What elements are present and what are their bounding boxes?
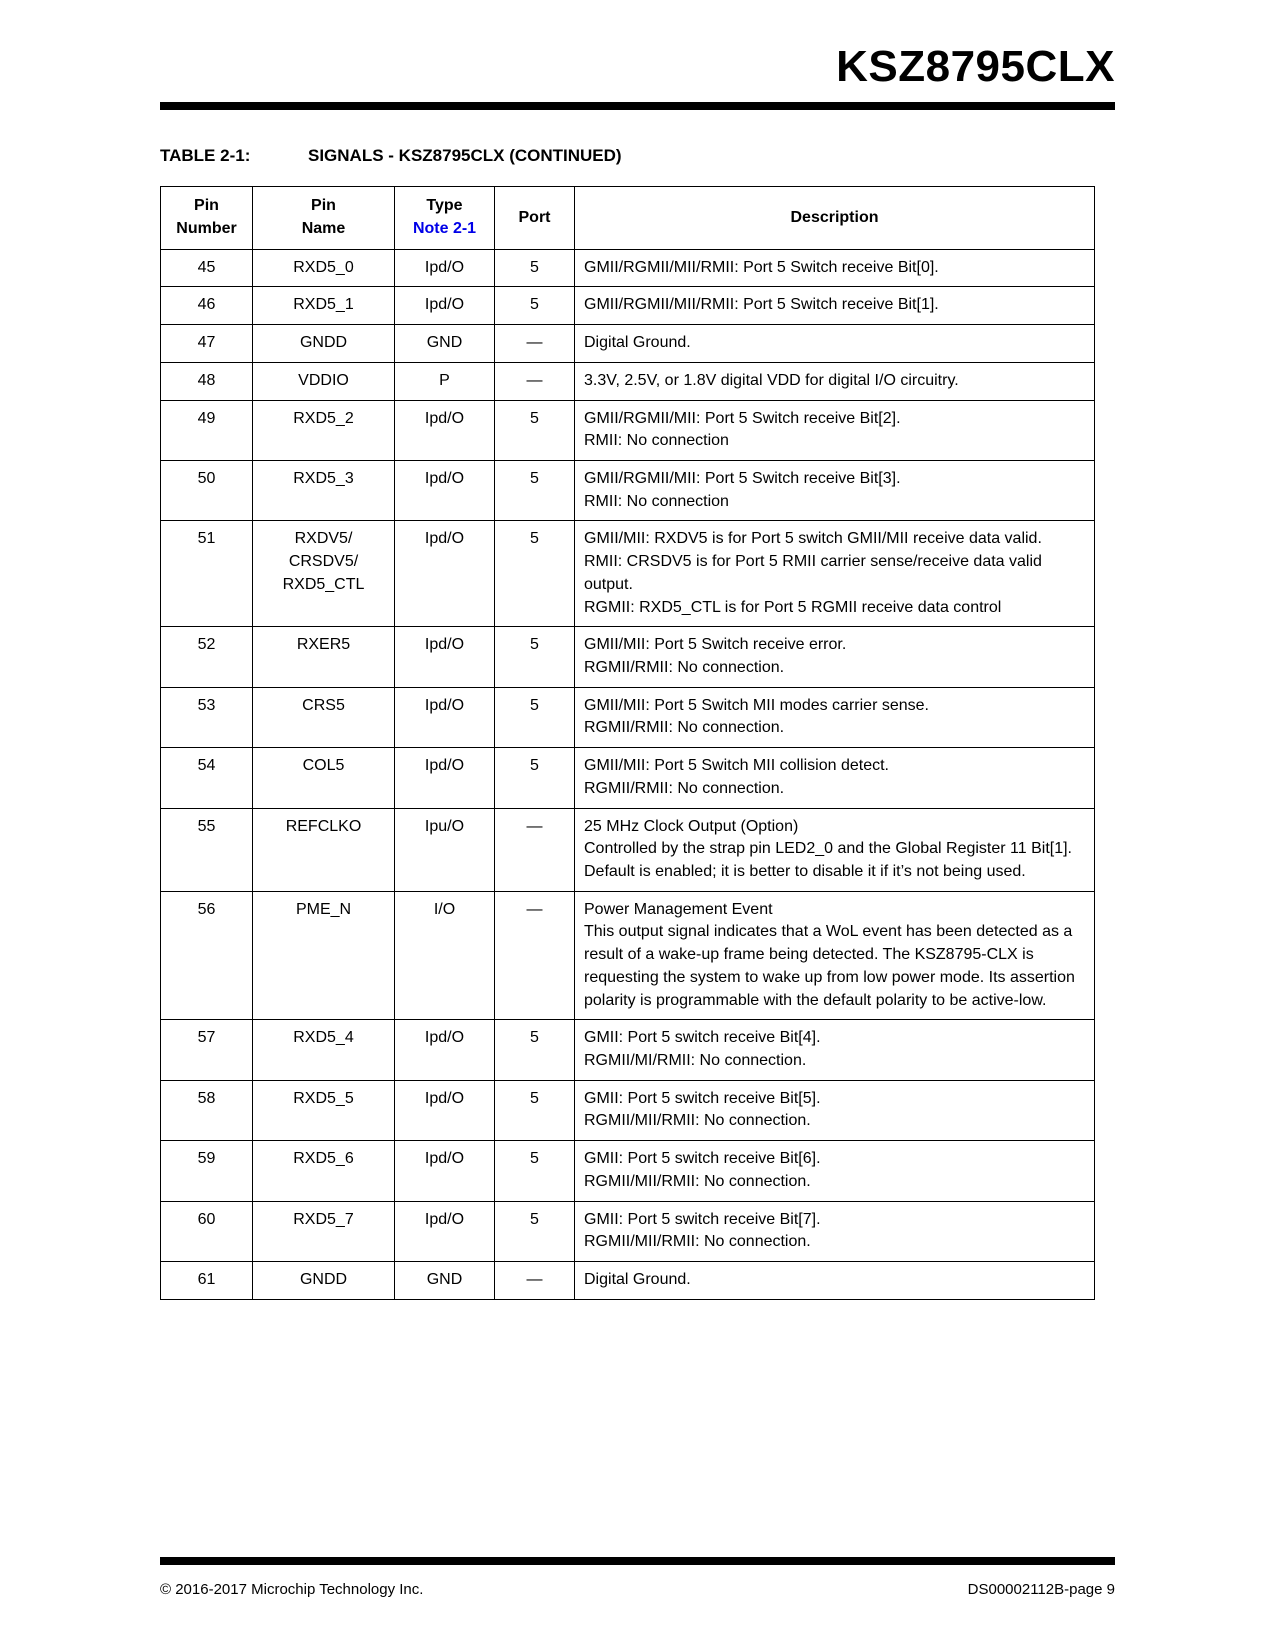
header-line: Pin <box>194 197 219 215</box>
pin-number-cell <box>161 1141 253 1201</box>
table-row <box>161 1080 1095 1140</box>
pin-number-value: 47 <box>197 334 216 352</box>
port-cell <box>495 1141 575 1201</box>
type-value: Ipd/O <box>424 1150 465 1168</box>
port-value: 5 <box>530 636 539 654</box>
pin-name-cell <box>253 362 395 400</box>
description-line: 25 MHz Clock Output (Option) <box>584 817 799 835</box>
description-line: RMII: CRSDV5 is for Port 5 RMII carrier sense/receive data valid output. <box>584 553 1042 593</box>
type-value: Ipd/O <box>424 409 465 427</box>
pin-number-cell <box>161 1080 253 1140</box>
port-cell <box>495 460 575 520</box>
pin-name-cell <box>253 249 395 287</box>
type-note-link[interactable]: Note 2-1 <box>412 219 477 237</box>
description-line: GMII/MII: Port 5 Switch receive error. <box>584 636 847 654</box>
type-cell <box>395 325 495 363</box>
header-line: Number <box>176 219 237 237</box>
pin-number-value: 59 <box>197 1150 216 1168</box>
type-value: Ipd/O <box>424 296 465 314</box>
description-line: RGMII/MII/RMII: No connection. <box>584 1233 811 1251</box>
table-header <box>161 187 1095 249</box>
type-value: GND <box>426 334 463 352</box>
pin-name-line: REFCLKO <box>285 817 362 835</box>
port-cell <box>495 362 575 400</box>
header-line: Type <box>426 197 463 215</box>
pin-name-line: PME_N <box>295 900 352 918</box>
port-value: — <box>526 900 543 918</box>
type-value: Ipd/O <box>424 636 465 654</box>
pin-name-cell <box>253 1141 395 1201</box>
type-value: Ipd/O <box>424 1089 465 1107</box>
table-caption-label: TABLE 2-1: <box>160 146 251 166</box>
table-row <box>161 808 1095 891</box>
pin-name-line: COL5 <box>302 757 345 775</box>
type-value: Ipd/O <box>424 1210 465 1228</box>
page-footer <box>160 1557 1115 1598</box>
pin-name-line: RXD5_CTL <box>282 575 365 593</box>
header-rule <box>160 102 1115 110</box>
port-value: — <box>526 334 543 352</box>
description-line: RGMII/MII/RMII: No connection. <box>584 1112 811 1130</box>
table-row <box>161 460 1095 520</box>
description-cell <box>575 627 1095 687</box>
description-cell <box>575 891 1095 1020</box>
pin-number-value: 53 <box>197 696 216 714</box>
description-line: GMII/RGMII/MII/RMII: Port 5 Switch receive Bit[0]. <box>584 258 939 276</box>
port-value: 5 <box>530 1150 539 1168</box>
description-cell <box>575 1201 1095 1261</box>
pin-name-line: CRS5 <box>302 696 345 714</box>
type-cell <box>395 627 495 687</box>
pin-number-value: 58 <box>197 1089 216 1107</box>
port-value: 5 <box>530 1089 539 1107</box>
type-cell <box>395 1262 495 1300</box>
table-row <box>161 400 1095 460</box>
signals-table <box>160 186 1095 1300</box>
pin-name-line: RXD5_7 <box>293 1210 354 1228</box>
description-cell <box>575 1080 1095 1140</box>
pin-number-cell <box>161 1020 253 1080</box>
pin-name-cell <box>253 808 395 891</box>
pin-number-cell <box>161 287 253 325</box>
pin-name-cell <box>253 325 395 363</box>
port-cell <box>495 1020 575 1080</box>
port-value: 5 <box>530 258 539 276</box>
pin-number-value: 54 <box>197 757 216 775</box>
pin-name-cell <box>253 748 395 808</box>
type-value: Ipu/O <box>424 817 465 835</box>
description-cell <box>575 521 1095 627</box>
description-line: GMII: Port 5 switch receive Bit[4]. <box>584 1029 821 1047</box>
pin-name-cell <box>253 1080 395 1140</box>
pin-name-line: GNDD <box>299 1271 348 1289</box>
pin-name-line: RXD5_4 <box>293 1029 354 1047</box>
description-line: GMII/RGMII/MII: Port 5 Switch receive Bit[3]. <box>584 469 901 487</box>
document-title: KSZ8795CLX <box>836 42 1115 91</box>
description-line: GMII: Port 5 switch receive Bit[5]. <box>584 1089 821 1107</box>
pin-number-cell <box>161 891 253 1020</box>
description-line: RMII: No connection <box>584 492 729 510</box>
footer-doc-number: DS00002112B-page 9 <box>967 1581 1115 1598</box>
port-value: — <box>526 371 543 389</box>
table-row <box>161 521 1095 627</box>
pin-number-cell <box>161 1201 253 1261</box>
description-cell <box>575 1141 1095 1201</box>
type-cell <box>395 460 495 520</box>
pin-number-value: 56 <box>197 900 216 918</box>
table-row <box>161 891 1095 1020</box>
pin-number-value: 49 <box>197 409 216 427</box>
type-value: Ipd/O <box>424 530 465 548</box>
pin-number-value: 45 <box>197 258 216 276</box>
port-value: 5 <box>530 757 539 775</box>
pin-name-cell <box>253 521 395 627</box>
port-value: 5 <box>530 1210 539 1228</box>
type-cell <box>395 249 495 287</box>
footer-copyright: © 2016-2017 Microchip Technology Inc. <box>160 1581 424 1598</box>
pin-number-cell <box>161 1262 253 1300</box>
description-cell <box>575 1020 1095 1080</box>
description-cell <box>575 287 1095 325</box>
pin-number-value: 60 <box>197 1210 216 1228</box>
description-cell <box>575 400 1095 460</box>
type-value: Ipd/O <box>424 757 465 775</box>
type-cell <box>395 400 495 460</box>
pin-number-value: 52 <box>197 636 216 654</box>
description-line: GMII/MII: RXDV5 is for Port 5 switch GMII/MII receive data valid. <box>584 530 1042 548</box>
table-row <box>161 627 1095 687</box>
port-cell <box>495 249 575 287</box>
type-value: Ipd/O <box>424 469 465 487</box>
type-value: Ipd/O <box>424 696 465 714</box>
description-cell <box>575 1262 1095 1300</box>
description-cell <box>575 748 1095 808</box>
table-row <box>161 249 1095 287</box>
type-cell <box>395 748 495 808</box>
type-cell <box>395 362 495 400</box>
type-value: P <box>439 371 450 389</box>
pin-name-cell <box>253 891 395 1020</box>
pin-number-value: 51 <box>197 530 216 548</box>
pin-number-cell <box>161 521 253 627</box>
pin-number-cell <box>161 808 253 891</box>
type-cell <box>395 687 495 747</box>
pin-number-cell <box>161 627 253 687</box>
table-caption <box>160 146 1115 166</box>
pin-number-value: 46 <box>197 296 216 314</box>
description-line: GMII/RGMII/MII/RMII: Port 5 Switch receive Bit[1]. <box>584 296 939 314</box>
table-row <box>161 1262 1095 1300</box>
port-cell <box>495 687 575 747</box>
description-line: RMII: No connection <box>584 432 729 450</box>
description-cell <box>575 362 1095 400</box>
col-header-port: Port <box>495 187 575 249</box>
type-cell <box>395 1080 495 1140</box>
col-header-description: Description <box>575 187 1095 249</box>
pin-name-cell <box>253 687 395 747</box>
page-content <box>160 0 1115 1300</box>
description-line: Digital Ground. <box>584 334 691 352</box>
table-row <box>161 1141 1095 1201</box>
description-cell <box>575 687 1095 747</box>
port-cell <box>495 325 575 363</box>
description-line: GMII/MII: Port 5 Switch MII collision detect. <box>584 757 889 775</box>
type-cell <box>395 1201 495 1261</box>
type-cell <box>395 1020 495 1080</box>
description-line: This output signal indicates that a WoL event has been detected as a result of a wake-up frame being detected. The KSZ8795-CLX is requesting the system to wake up from low power mode. Its assertion polarity is programmable with the default polarity to be active-low. <box>584 923 1075 1009</box>
description-line: RGMII/RMII: No connection. <box>584 719 785 737</box>
header-line: Name <box>301 219 346 237</box>
description-cell <box>575 249 1095 287</box>
description-line: 3.3V, 2.5V, or 1.8V digital VDD for digital I/O circuitry. <box>584 371 959 389</box>
pin-name-cell <box>253 460 395 520</box>
port-cell <box>495 748 575 808</box>
pin-name-cell <box>253 287 395 325</box>
pin-name-line: RXD5_2 <box>293 409 354 427</box>
table-row <box>161 1020 1095 1080</box>
pin-name-line: RXDV5/ <box>294 530 353 548</box>
pin-number-cell <box>161 325 253 363</box>
pin-name-line: RXD5_6 <box>293 1150 354 1168</box>
port-cell <box>495 808 575 891</box>
description-line: RGMII: RXD5_CTL is for Port 5 RGMII receive data control <box>584 598 1002 616</box>
port-value: 5 <box>530 696 539 714</box>
port-cell <box>495 1080 575 1140</box>
pin-name-cell <box>253 627 395 687</box>
pin-name-cell <box>253 1020 395 1080</box>
table-row <box>161 325 1095 363</box>
port-cell <box>495 521 575 627</box>
description-line: RGMII/RMII: No connection. <box>584 779 785 797</box>
port-cell <box>495 1201 575 1261</box>
type-cell <box>395 1141 495 1201</box>
table-row <box>161 748 1095 808</box>
port-value: 5 <box>530 409 539 427</box>
description-line: Power Management Event <box>584 900 773 918</box>
type-cell <box>395 287 495 325</box>
port-value: 5 <box>530 469 539 487</box>
header-line: Pin <box>311 197 336 215</box>
pin-number-cell <box>161 460 253 520</box>
description-line: GMII/RGMII/MII: Port 5 Switch receive Bit[2]. <box>584 409 901 427</box>
table-caption-title: SIGNALS - KSZ8795CLX (CONTINUED) <box>308 146 622 166</box>
table-row <box>161 687 1095 747</box>
pin-name-line: CRSDV5/ <box>288 553 359 571</box>
type-value: GND <box>426 1271 463 1289</box>
port-cell <box>495 891 575 1020</box>
table-row <box>161 287 1095 325</box>
description-cell <box>575 808 1095 891</box>
pin-number-cell <box>161 400 253 460</box>
pin-number-value: 50 <box>197 469 216 487</box>
port-cell <box>495 627 575 687</box>
pin-name-cell <box>253 400 395 460</box>
port-cell <box>495 1262 575 1300</box>
description-line: RGMII/MII/RMII: No connection. <box>584 1172 811 1190</box>
footer-rule <box>160 1557 1115 1565</box>
type-cell <box>395 891 495 1020</box>
description-line: GMII/MII: Port 5 Switch MII modes carrier sense. <box>584 696 929 714</box>
pin-number-cell <box>161 748 253 808</box>
description-line: RGMII/RMII: No connection. <box>584 658 785 676</box>
port-value: — <box>526 1271 543 1289</box>
type-value: I/O <box>433 900 456 918</box>
col-header-pin-number <box>161 187 253 249</box>
pin-name-line: RXD5_5 <box>293 1089 354 1107</box>
pin-number-cell <box>161 249 253 287</box>
pin-name-line: RXD5_1 <box>293 296 354 314</box>
type-value: Ipd/O <box>424 1029 465 1047</box>
description-line: Digital Ground. <box>584 1271 691 1289</box>
pin-name-line: GNDD <box>299 334 348 352</box>
description-line: RGMII/MI/RMII: No connection. <box>584 1052 807 1070</box>
pin-number-cell <box>161 362 253 400</box>
pin-number-value: 55 <box>197 817 216 835</box>
pin-name-cell <box>253 1201 395 1261</box>
header-row <box>161 187 1095 249</box>
type-value: Ipd/O <box>424 258 465 276</box>
port-value: — <box>526 817 543 835</box>
description-line: GMII: Port 5 switch receive Bit[6]. <box>584 1150 821 1168</box>
pin-number-value: 48 <box>197 371 216 389</box>
port-value: 5 <box>530 530 539 548</box>
pin-name-cell <box>253 1262 395 1300</box>
port-value: 5 <box>530 296 539 314</box>
port-cell <box>495 287 575 325</box>
pin-number-value: 61 <box>197 1271 216 1289</box>
description-line: GMII: Port 5 switch receive Bit[7]. <box>584 1210 821 1228</box>
pin-name-line: RXER5 <box>296 636 351 654</box>
pin-name-line: RXD5_3 <box>293 469 354 487</box>
port-cell <box>495 400 575 460</box>
type-cell <box>395 521 495 627</box>
description-cell <box>575 325 1095 363</box>
type-cell <box>395 808 495 891</box>
pin-name-line: VDDIO <box>298 371 349 389</box>
pin-number-cell <box>161 687 253 747</box>
description-line: Controlled by the strap pin LED2_0 and the Global Register 11 Bit[1]. Default is enabled; it is better to disable it if it’s not being used. <box>584 840 1072 880</box>
pin-number-value: 57 <box>197 1029 216 1047</box>
port-value: 5 <box>530 1029 539 1047</box>
table-row <box>161 362 1095 400</box>
description-cell <box>575 460 1095 520</box>
pin-name-line: RXD5_0 <box>293 258 354 276</box>
col-header-type <box>395 187 495 249</box>
table-row <box>161 1201 1095 1261</box>
col-header-pin-name <box>253 187 395 249</box>
table-body <box>161 249 1095 1299</box>
